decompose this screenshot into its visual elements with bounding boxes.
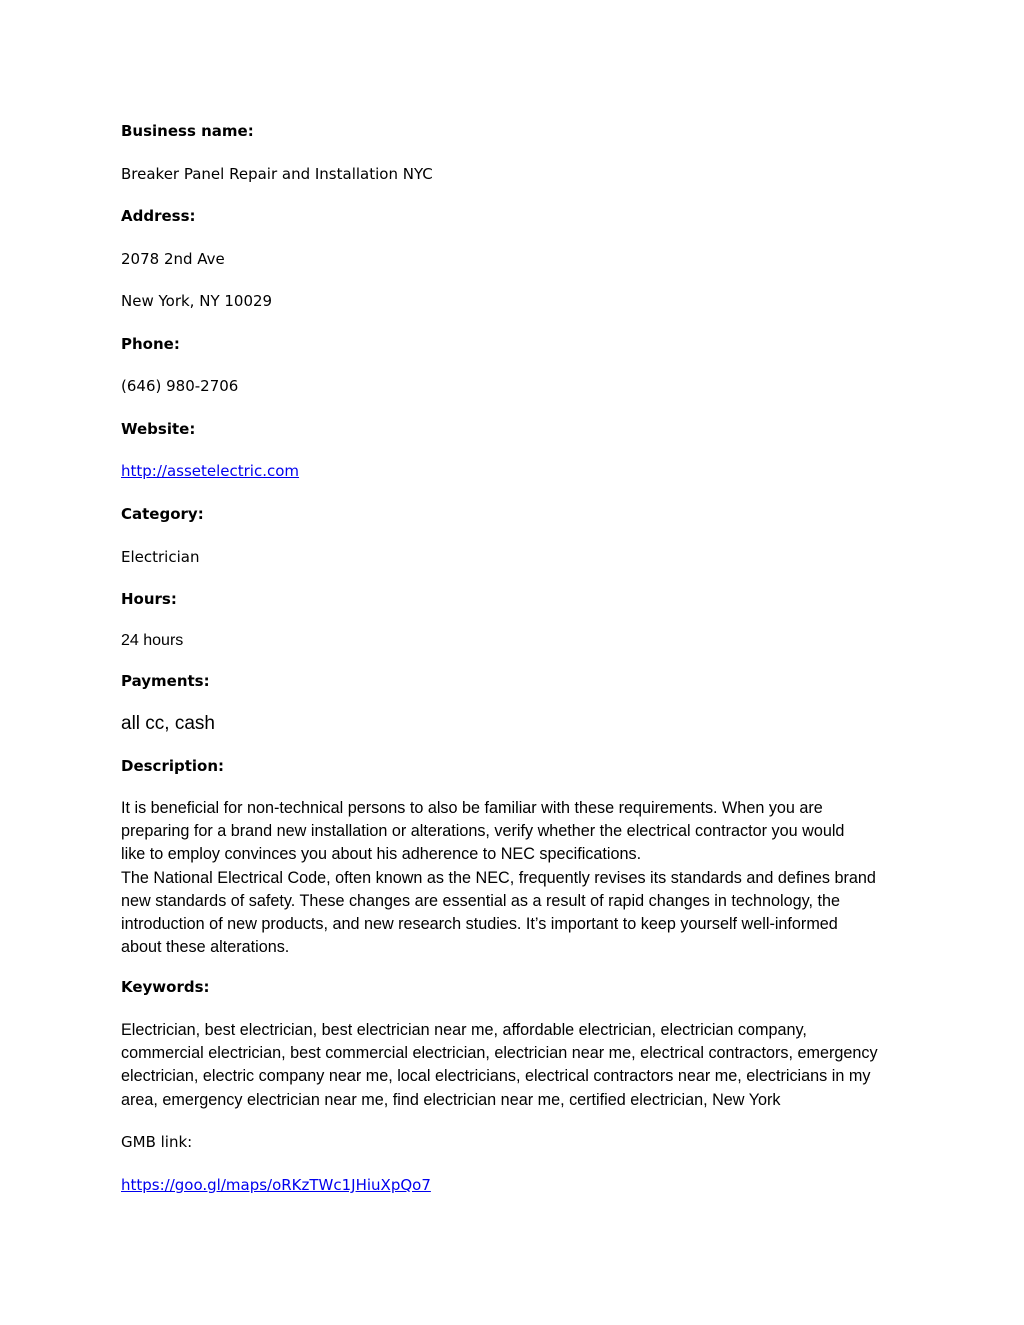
business-name-value: Breaker Panel Repair and Installation NYC bbox=[121, 165, 433, 183]
keywords-body bbox=[121, 1019, 911, 1112]
keywords-line: Electrician, best electrician, best electrician near me, affordable electrician, electrician company, bbox=[121, 1021, 807, 1039]
business-name-label: Business name: bbox=[121, 122, 254, 140]
hours-value: 24 hours bbox=[121, 632, 184, 649]
description-line: new standards of safety. These changes are essential as a result of rapid changes in technology, the bbox=[121, 891, 840, 910]
hours-label: Hours: bbox=[121, 590, 177, 608]
category-label: Category: bbox=[121, 505, 204, 523]
description-line: like to employ convinces you about his adherence to NEC specifications. bbox=[121, 845, 642, 864]
keywords-line: area, emergency electrician near me, find electrician near me, certified electrician, New York bbox=[121, 1090, 781, 1109]
keywords-line: commercial electrician, best commercial electrician, electrician near me, electrical contractors, emergency bbox=[121, 1044, 878, 1063]
keywords-line: electrician, electric company near me, local electricians, electrical contractors near me, electricians in my bbox=[121, 1067, 871, 1086]
payments-value: all cc, cash bbox=[121, 713, 215, 734]
address-label: Address: bbox=[121, 207, 196, 225]
website-label: Website: bbox=[121, 420, 196, 438]
address-line-1: 2078 2nd Ave bbox=[121, 250, 225, 268]
description-line: It is beneficial for non-technical persons to also be familiar with these requirements. When you are bbox=[121, 799, 823, 817]
description-label: Description: bbox=[121, 757, 225, 775]
description-line: preparing for a brand new installation or alterations, verify whether the electrical contractor you would bbox=[121, 822, 845, 841]
description-body bbox=[121, 797, 911, 959]
description-line: introduction of new products, and new research studies. It’s important to keep yourself well-informed bbox=[121, 915, 838, 934]
phone-value: (646) 980-2706 bbox=[121, 377, 239, 395]
keywords-label: Keywords: bbox=[121, 978, 210, 996]
gmb-label: GMB link: bbox=[121, 1133, 193, 1151]
description-line: about these alterations. bbox=[121, 938, 290, 957]
category-value: Electrician bbox=[121, 548, 200, 566]
address-line-2: New York, NY 10029 bbox=[121, 292, 273, 310]
description-line: The National Electrical Code, often known as the NEC, frequently revises its standards and defines brand bbox=[121, 868, 876, 887]
phone-label: Phone: bbox=[121, 335, 180, 353]
gmb-link[interactable]: https://goo.gl/maps/oRKzTWc1JHiuXpQo7 bbox=[121, 1176, 431, 1194]
payments-label: Payments: bbox=[121, 672, 210, 690]
website-link[interactable]: http://assetelectric.com bbox=[121, 462, 300, 480]
